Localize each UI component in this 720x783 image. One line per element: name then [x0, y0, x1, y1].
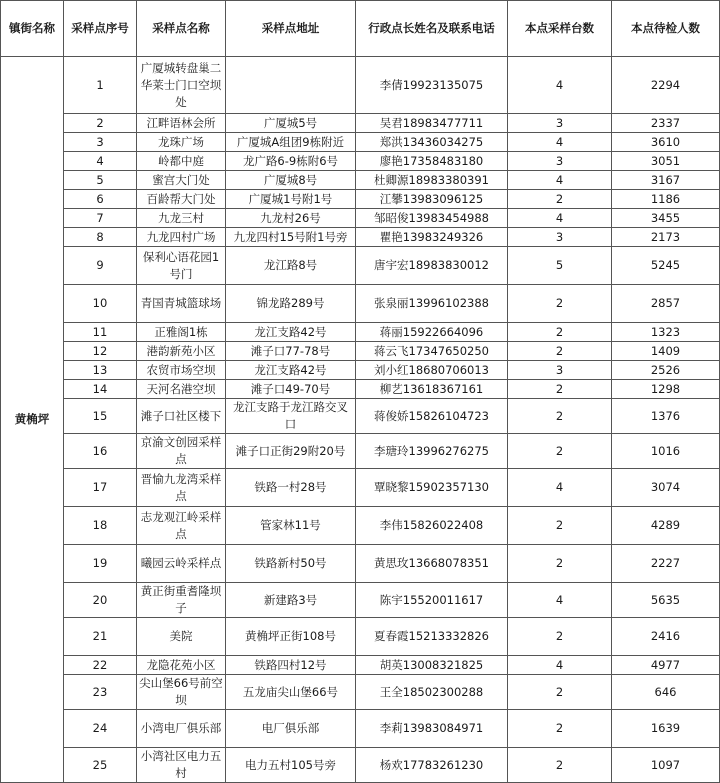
contact-cell: 覃晓黎15902357130: [356, 469, 508, 507]
site-name-cell: 九龙三村: [137, 209, 226, 228]
units-cell: 3: [508, 114, 612, 133]
units-cell: 2: [508, 748, 612, 783]
people-cell: 1016: [612, 434, 720, 469]
address-cell: 锦龙路289号: [226, 285, 356, 323]
contact-cell: 郑洪13436034275: [356, 133, 508, 152]
site-name-cell: 百龄帮大门处: [137, 190, 226, 209]
address-cell: 铁路新村50号: [226, 545, 356, 583]
units-cell: 2: [508, 380, 612, 399]
contact-cell: 李伟15826022408: [356, 507, 508, 545]
address-cell: 龙江支路于龙江路交叉口: [226, 399, 356, 434]
people-cell: 1298: [612, 380, 720, 399]
index-cell: 12: [64, 342, 137, 361]
contact-cell: 杨欢17783261230: [356, 748, 508, 783]
header-index: 采样点序号: [64, 1, 137, 57]
site-name-cell: 蜜宫大门处: [137, 171, 226, 190]
header-address: 采样点地址: [226, 1, 356, 57]
index-cell: 9: [64, 247, 137, 285]
address-cell: 电力五村105号旁: [226, 748, 356, 783]
address-cell: 滩子口正街29附20号: [226, 434, 356, 469]
table-row: [1, 507, 720, 545]
site-name-cell: 保利心语花园1号门: [137, 247, 226, 285]
table-row: [1, 342, 720, 361]
table-row: [1, 545, 720, 583]
people-cell: 5245: [612, 247, 720, 285]
people-cell: 1186: [612, 190, 720, 209]
table-row: [1, 247, 720, 285]
site-name-cell: 黄正街重耆隆坝子: [137, 583, 226, 618]
table-row: [1, 469, 720, 507]
units-cell: 4: [508, 133, 612, 152]
address-cell: [226, 57, 356, 114]
address-cell: 电厂俱乐部: [226, 710, 356, 748]
address-cell: 九龙村26号: [226, 209, 356, 228]
index-cell: 16: [64, 434, 137, 469]
index-cell: 18: [64, 507, 137, 545]
table-row: [1, 152, 720, 171]
address-cell: 广厦城1号附1号: [226, 190, 356, 209]
contact-cell: 陈宇15520011617: [356, 583, 508, 618]
index-cell: 13: [64, 361, 137, 380]
contact-cell: 刘小红18680706013: [356, 361, 508, 380]
index-cell: 14: [64, 380, 137, 399]
people-cell: 1323: [612, 323, 720, 342]
people-cell: 3610: [612, 133, 720, 152]
units-cell: 4: [508, 583, 612, 618]
address-cell: 广厦城A组团9栋附近: [226, 133, 356, 152]
site-name-cell: 岭都中庭: [137, 152, 226, 171]
index-cell: 10: [64, 285, 137, 323]
people-cell: 3455: [612, 209, 720, 228]
site-name-cell: 正雅阁1栋: [137, 323, 226, 342]
index-cell: 2: [64, 114, 137, 133]
contact-cell: 张泉丽13996102388: [356, 285, 508, 323]
header-people: 本点待检人数: [612, 1, 720, 57]
table-row: [1, 656, 720, 675]
contact-cell: 廖艳17358483180: [356, 152, 508, 171]
people-cell: 3167: [612, 171, 720, 190]
contact-cell: 胡英13008321825: [356, 656, 508, 675]
contact-cell: 蒋云飞17347650250: [356, 342, 508, 361]
people-cell: 4977: [612, 656, 720, 675]
index-cell: 6: [64, 190, 137, 209]
contact-cell: 柳艺13618367161: [356, 380, 508, 399]
units-cell: 4: [508, 209, 612, 228]
site-name-cell: 志龙观江岭采样点: [137, 507, 226, 545]
site-name-cell: 广厦城转盘巢二华莱士门口空坝处: [137, 57, 226, 114]
table-row: [1, 57, 720, 114]
index-cell: 1: [64, 57, 137, 114]
contact-cell: 杜卿源18983380391: [356, 171, 508, 190]
people-cell: 2337: [612, 114, 720, 133]
index-cell: 4: [64, 152, 137, 171]
index-cell: 19: [64, 545, 137, 583]
town-cell: 黄桷坪: [1, 57, 64, 783]
table-row: [1, 228, 720, 247]
table-row: [1, 285, 720, 323]
table-row: [1, 171, 720, 190]
people-cell: 3051: [612, 152, 720, 171]
address-cell: 滩子口77-78号: [226, 342, 356, 361]
table-row: [1, 618, 720, 656]
people-cell: 2416: [612, 618, 720, 656]
people-cell: 646: [612, 675, 720, 710]
site-name-cell: 曦园云岭采样点: [137, 545, 226, 583]
table-row: [1, 710, 720, 748]
address-cell: 广厦城8号: [226, 171, 356, 190]
site-name-cell: 尖山堡66号前空坝: [137, 675, 226, 710]
site-name-cell: 港韵新苑小区: [137, 342, 226, 361]
header-units: 本点采样台数: [508, 1, 612, 57]
index-cell: 11: [64, 323, 137, 342]
people-cell: 2227: [612, 545, 720, 583]
units-cell: 5: [508, 247, 612, 285]
header-row: [1, 1, 720, 57]
table-row: [1, 190, 720, 209]
units-cell: 3: [508, 152, 612, 171]
contact-cell: 唐宇宏18983830012: [356, 247, 508, 285]
units-cell: 2: [508, 507, 612, 545]
table-row: [1, 748, 720, 783]
header-contact: 行政点长姓名及联系电话: [356, 1, 508, 57]
people-cell: 3074: [612, 469, 720, 507]
people-cell: 1409: [612, 342, 720, 361]
table-row: [1, 133, 720, 152]
site-name-cell: 京渝文创园采样点: [137, 434, 226, 469]
table-row: [1, 361, 720, 380]
index-cell: 20: [64, 583, 137, 618]
units-cell: 2: [508, 618, 612, 656]
address-cell: 龙广路6-9栋附6号: [226, 152, 356, 171]
people-cell: 5635: [612, 583, 720, 618]
index-cell: 24: [64, 710, 137, 748]
site-name-cell: 江畔语林会所: [137, 114, 226, 133]
site-name-cell: 青国青城篮球场: [137, 285, 226, 323]
address-cell: 五龙庙尖山堡66号: [226, 675, 356, 710]
units-cell: 2: [508, 710, 612, 748]
site-name-cell: 美院: [137, 618, 226, 656]
address-cell: 铁路四村12号: [226, 656, 356, 675]
contact-cell: 邹昭俊13983454988: [356, 209, 508, 228]
site-name-cell: 龙珠广场: [137, 133, 226, 152]
people-cell: 1639: [612, 710, 720, 748]
contact-cell: 吴君18983477711: [356, 114, 508, 133]
address-cell: 龙江支路42号: [226, 323, 356, 342]
table-row: [1, 399, 720, 434]
index-cell: 22: [64, 656, 137, 675]
units-cell: 2: [508, 323, 612, 342]
index-cell: 7: [64, 209, 137, 228]
contact-cell: 王全18502300288: [356, 675, 508, 710]
units-cell: 2: [508, 399, 612, 434]
contact-cell: 夏春霞15213332826: [356, 618, 508, 656]
people-cell: 2526: [612, 361, 720, 380]
table-row: [1, 380, 720, 399]
site-name-cell: 农贸市场空坝: [137, 361, 226, 380]
contact-cell: 李莉13983084971: [356, 710, 508, 748]
units-cell: 2: [508, 285, 612, 323]
index-cell: 5: [64, 171, 137, 190]
table-row: [1, 675, 720, 710]
contact-cell: 蒋丽15922664096: [356, 323, 508, 342]
address-cell: 新建路3号: [226, 583, 356, 618]
people-cell: 1376: [612, 399, 720, 434]
people-cell: 4289: [612, 507, 720, 545]
index-cell: 21: [64, 618, 137, 656]
contact-cell: 蒋俊娇15826104723: [356, 399, 508, 434]
address-cell: 龙江路8号: [226, 247, 356, 285]
units-cell: 4: [508, 469, 612, 507]
address-cell: 管家林11号: [226, 507, 356, 545]
index-cell: 3: [64, 133, 137, 152]
site-name-cell: 龙隐花苑小区: [137, 656, 226, 675]
address-cell: 九龙四村15号附1号旁: [226, 228, 356, 247]
site-name-cell: 晋愉九龙湾采样点: [137, 469, 226, 507]
units-cell: 4: [508, 656, 612, 675]
table-row: [1, 583, 720, 618]
table-row: [1, 434, 720, 469]
header-town: 镇街名称: [1, 1, 64, 57]
units-cell: 3: [508, 361, 612, 380]
contact-cell: 黄思玫13668078351: [356, 545, 508, 583]
index-cell: 17: [64, 469, 137, 507]
site-name-cell: 小湾电厂俱乐部: [137, 710, 226, 748]
contact-cell: 李瑭玲13996276275: [356, 434, 508, 469]
units-cell: 2: [508, 675, 612, 710]
units-cell: 3: [508, 228, 612, 247]
index-cell: 23: [64, 675, 137, 710]
people-cell: 2857: [612, 285, 720, 323]
address-cell: 滩子口49-70号: [226, 380, 356, 399]
table-row: [1, 114, 720, 133]
contact-cell: 李倩19923135075: [356, 57, 508, 114]
units-cell: 2: [508, 434, 612, 469]
header-name: 采样点名称: [137, 1, 226, 57]
units-cell: 4: [508, 171, 612, 190]
site-name-cell: 九龙四村广场: [137, 228, 226, 247]
address-cell: 黄桷坪正街108号: [226, 618, 356, 656]
units-cell: 4: [508, 57, 612, 114]
people-cell: 1097: [612, 748, 720, 783]
address-cell: 铁路一村28号: [226, 469, 356, 507]
units-cell: 2: [508, 342, 612, 361]
people-cell: 2173: [612, 228, 720, 247]
index-cell: 8: [64, 228, 137, 247]
contact-cell: 瞿艳13983249326: [356, 228, 508, 247]
units-cell: 2: [508, 545, 612, 583]
table-row: [1, 209, 720, 228]
table-row: [1, 323, 720, 342]
contact-cell: 江攀13983096125: [356, 190, 508, 209]
site-name-cell: 小湾社区电力五村: [137, 748, 226, 783]
index-cell: 25: [64, 748, 137, 783]
units-cell: 2: [508, 190, 612, 209]
address-cell: 广厦城5号: [226, 114, 356, 133]
address-cell: 龙江支路42号: [226, 361, 356, 380]
site-name-cell: 滩子口社区楼下: [137, 399, 226, 434]
site-name-cell: 天河名港空坝: [137, 380, 226, 399]
people-cell: 2294: [612, 57, 720, 114]
index-cell: 15: [64, 399, 137, 434]
